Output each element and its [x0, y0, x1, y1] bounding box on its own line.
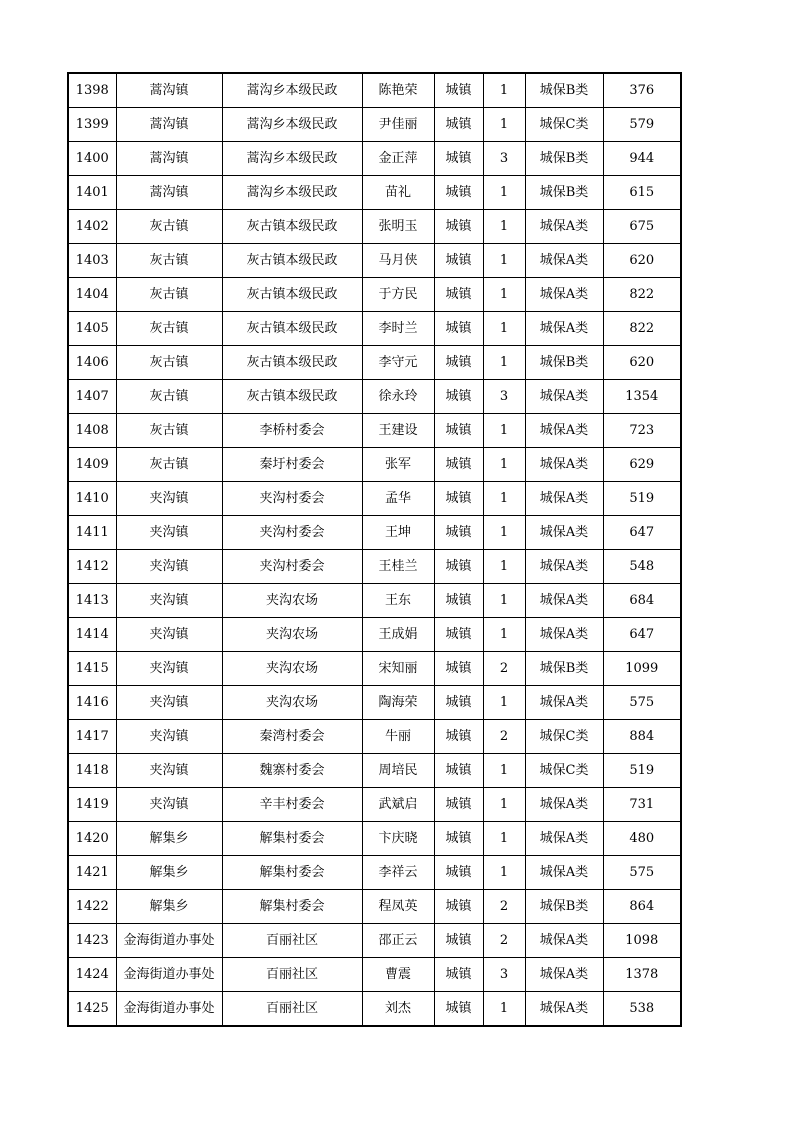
name-cell: 王成娟: [362, 618, 434, 652]
amount-cell: 480: [603, 822, 681, 856]
town-cell: 灰古镇: [116, 380, 222, 414]
area-cell: 城镇: [434, 924, 483, 958]
table-row: [68, 754, 681, 788]
area-cell: 城镇: [434, 244, 483, 278]
table-row: [68, 176, 681, 210]
table-row: [68, 278, 681, 312]
unit-cell: 夹沟农场: [222, 584, 362, 618]
area-cell: 城镇: [434, 73, 483, 108]
count-cell: 1: [483, 482, 525, 516]
serial-cell: 1403: [68, 244, 116, 278]
unit-cell: 百丽社区: [222, 992, 362, 1027]
name-cell: 孟华: [362, 482, 434, 516]
roster-body: [68, 73, 681, 1026]
serial-cell: 1407: [68, 380, 116, 414]
count-cell: 1: [483, 108, 525, 142]
area-cell: 城镇: [434, 176, 483, 210]
unit-cell: 夹沟农场: [222, 618, 362, 652]
table-row: [68, 448, 681, 482]
area-cell: 城镇: [434, 346, 483, 380]
amount-cell: 864: [603, 890, 681, 924]
area-cell: 城镇: [434, 278, 483, 312]
category-cell: 城保B类: [525, 142, 603, 176]
serial-cell: 1409: [68, 448, 116, 482]
name-cell: 尹佳丽: [362, 108, 434, 142]
category-cell: 城保A类: [525, 924, 603, 958]
category-cell: 城保B类: [525, 346, 603, 380]
amount-cell: 822: [603, 312, 681, 346]
town-cell: 夹沟镇: [116, 482, 222, 516]
area-cell: 城镇: [434, 482, 483, 516]
name-cell: 王坤: [362, 516, 434, 550]
category-cell: 城保A类: [525, 414, 603, 448]
serial-cell: 1419: [68, 788, 116, 822]
table-row: [68, 720, 681, 754]
unit-cell: 灰古镇本级民政: [222, 346, 362, 380]
area-cell: 城镇: [434, 686, 483, 720]
town-cell: 灰古镇: [116, 346, 222, 380]
serial-cell: 1404: [68, 278, 116, 312]
area-cell: 城镇: [434, 584, 483, 618]
category-cell: 城保C类: [525, 754, 603, 788]
category-cell: 城保A类: [525, 618, 603, 652]
amount-cell: 538: [603, 992, 681, 1027]
table-row: [68, 924, 681, 958]
town-cell: 夹沟镇: [116, 516, 222, 550]
table-row: [68, 516, 681, 550]
serial-cell: 1402: [68, 210, 116, 244]
name-cell: 金正萍: [362, 142, 434, 176]
category-cell: 城保A类: [525, 448, 603, 482]
amount-cell: 629: [603, 448, 681, 482]
serial-cell: 1400: [68, 142, 116, 176]
table-row: [68, 346, 681, 380]
unit-cell: 灰古镇本级民政: [222, 210, 362, 244]
town-cell: 夹沟镇: [116, 652, 222, 686]
town-cell: 蒿沟镇: [116, 73, 222, 108]
area-cell: 城镇: [434, 720, 483, 754]
unit-cell: 夹沟农场: [222, 652, 362, 686]
serial-cell: 1408: [68, 414, 116, 448]
unit-cell: 李桥村委会: [222, 414, 362, 448]
area-cell: 城镇: [434, 652, 483, 686]
table-row: [68, 652, 681, 686]
area-cell: 城镇: [434, 550, 483, 584]
area-cell: 城镇: [434, 992, 483, 1027]
serial-cell: 1421: [68, 856, 116, 890]
count-cell: 1: [483, 618, 525, 652]
name-cell: 邵正云: [362, 924, 434, 958]
category-cell: 城保A类: [525, 482, 603, 516]
table-row: [68, 550, 681, 584]
town-cell: 夹沟镇: [116, 550, 222, 584]
name-cell: 陈艳荣: [362, 73, 434, 108]
name-cell: 李祥云: [362, 856, 434, 890]
amount-cell: 615: [603, 176, 681, 210]
name-cell: 王建设: [362, 414, 434, 448]
count-cell: 3: [483, 958, 525, 992]
amount-cell: 575: [603, 686, 681, 720]
serial-cell: 1411: [68, 516, 116, 550]
serial-cell: 1417: [68, 720, 116, 754]
amount-cell: 519: [603, 482, 681, 516]
area-cell: 城镇: [434, 448, 483, 482]
name-cell: 牛丽: [362, 720, 434, 754]
area-cell: 城镇: [434, 142, 483, 176]
count-cell: 1: [483, 992, 525, 1027]
unit-cell: 解集村委会: [222, 890, 362, 924]
table-row: [68, 618, 681, 652]
area-cell: 城镇: [434, 890, 483, 924]
area-cell: 城镇: [434, 312, 483, 346]
name-cell: 于方民: [362, 278, 434, 312]
town-cell: 夹沟镇: [116, 720, 222, 754]
amount-cell: 620: [603, 244, 681, 278]
serial-cell: 1420: [68, 822, 116, 856]
serial-cell: 1412: [68, 550, 116, 584]
amount-cell: 376: [603, 73, 681, 108]
roster-table: [67, 72, 682, 1027]
area-cell: 城镇: [434, 822, 483, 856]
serial-cell: 1399: [68, 108, 116, 142]
count-cell: 1: [483, 584, 525, 618]
unit-cell: 夹沟村委会: [222, 516, 362, 550]
name-cell: 李守元: [362, 346, 434, 380]
count-cell: 1: [483, 244, 525, 278]
serial-cell: 1398: [68, 73, 116, 108]
table-row: [68, 856, 681, 890]
category-cell: 城保A类: [525, 244, 603, 278]
table-row: [68, 414, 681, 448]
category-cell: 城保A类: [525, 822, 603, 856]
count-cell: 1: [483, 754, 525, 788]
table-row: [68, 210, 681, 244]
unit-cell: 解集村委会: [222, 856, 362, 890]
table-row: [68, 822, 681, 856]
category-cell: 城保A类: [525, 686, 603, 720]
count-cell: 1: [483, 856, 525, 890]
serial-cell: 1415: [68, 652, 116, 686]
unit-cell: 蒿沟乡本级民政: [222, 108, 362, 142]
town-cell: 夹沟镇: [116, 754, 222, 788]
category-cell: 城保A类: [525, 788, 603, 822]
unit-cell: 蒿沟乡本级民政: [222, 176, 362, 210]
count-cell: 1: [483, 73, 525, 108]
amount-cell: 731: [603, 788, 681, 822]
area-cell: 城镇: [434, 618, 483, 652]
town-cell: 夹沟镇: [116, 686, 222, 720]
amount-cell: 1098: [603, 924, 681, 958]
area-cell: 城镇: [434, 414, 483, 448]
name-cell: 苗礼: [362, 176, 434, 210]
count-cell: 2: [483, 720, 525, 754]
table-row: [68, 958, 681, 992]
area-cell: 城镇: [434, 516, 483, 550]
amount-cell: 675: [603, 210, 681, 244]
name-cell: 张明玉: [362, 210, 434, 244]
table-row: [68, 686, 681, 720]
amount-cell: 1378: [603, 958, 681, 992]
town-cell: 解集乡: [116, 856, 222, 890]
amount-cell: 575: [603, 856, 681, 890]
serial-cell: 1425: [68, 992, 116, 1027]
unit-cell: 百丽社区: [222, 958, 362, 992]
unit-cell: 秦圩村委会: [222, 448, 362, 482]
category-cell: 城保B类: [525, 890, 603, 924]
name-cell: 王东: [362, 584, 434, 618]
category-cell: 城保C类: [525, 720, 603, 754]
unit-cell: 蒿沟乡本级民政: [222, 142, 362, 176]
table-row: [68, 312, 681, 346]
town-cell: 金海街道办事处: [116, 958, 222, 992]
count-cell: 1: [483, 312, 525, 346]
town-cell: 解集乡: [116, 822, 222, 856]
serial-cell: 1413: [68, 584, 116, 618]
amount-cell: 822: [603, 278, 681, 312]
town-cell: 灰古镇: [116, 278, 222, 312]
count-cell: 1: [483, 788, 525, 822]
table-row: [68, 108, 681, 142]
amount-cell: 1354: [603, 380, 681, 414]
area-cell: 城镇: [434, 754, 483, 788]
name-cell: 宋知丽: [362, 652, 434, 686]
area-cell: 城镇: [434, 210, 483, 244]
town-cell: 灰古镇: [116, 210, 222, 244]
category-cell: 城保A类: [525, 278, 603, 312]
amount-cell: 620: [603, 346, 681, 380]
name-cell: 刘杰: [362, 992, 434, 1027]
count-cell: 1: [483, 278, 525, 312]
unit-cell: 辛丰村委会: [222, 788, 362, 822]
category-cell: 城保C类: [525, 108, 603, 142]
serial-cell: 1410: [68, 482, 116, 516]
count-cell: 2: [483, 652, 525, 686]
name-cell: 马月侠: [362, 244, 434, 278]
category-cell: 城保B类: [525, 176, 603, 210]
amount-cell: 579: [603, 108, 681, 142]
category-cell: 城保A类: [525, 992, 603, 1027]
town-cell: 夹沟镇: [116, 618, 222, 652]
town-cell: 灰古镇: [116, 312, 222, 346]
name-cell: 陶海荣: [362, 686, 434, 720]
town-cell: 金海街道办事处: [116, 992, 222, 1027]
table-row: [68, 482, 681, 516]
serial-cell: 1401: [68, 176, 116, 210]
category-cell: 城保A类: [525, 210, 603, 244]
serial-cell: 1422: [68, 890, 116, 924]
count-cell: 1: [483, 550, 525, 584]
serial-cell: 1424: [68, 958, 116, 992]
unit-cell: 夹沟村委会: [222, 550, 362, 584]
unit-cell: 魏寨村委会: [222, 754, 362, 788]
unit-cell: 蒿沟乡本级民政: [222, 73, 362, 108]
serial-cell: 1416: [68, 686, 116, 720]
count-cell: 2: [483, 924, 525, 958]
area-cell: 城镇: [434, 108, 483, 142]
name-cell: 王桂兰: [362, 550, 434, 584]
table-row: [68, 992, 681, 1027]
count-cell: 1: [483, 210, 525, 244]
town-cell: 解集乡: [116, 890, 222, 924]
area-cell: 城镇: [434, 856, 483, 890]
area-cell: 城镇: [434, 958, 483, 992]
town-cell: 蒿沟镇: [116, 142, 222, 176]
table-row: [68, 788, 681, 822]
category-cell: 城保B类: [525, 652, 603, 686]
name-cell: 武斌启: [362, 788, 434, 822]
unit-cell: 灰古镇本级民政: [222, 312, 362, 346]
name-cell: 周培民: [362, 754, 434, 788]
category-cell: 城保A类: [525, 516, 603, 550]
town-cell: 蒿沟镇: [116, 176, 222, 210]
amount-cell: 884: [603, 720, 681, 754]
town-cell: 灰古镇: [116, 244, 222, 278]
category-cell: 城保A类: [525, 550, 603, 584]
unit-cell: 灰古镇本级民政: [222, 244, 362, 278]
serial-cell: 1423: [68, 924, 116, 958]
category-cell: 城保A类: [525, 584, 603, 618]
serial-cell: 1405: [68, 312, 116, 346]
name-cell: 徐永玲: [362, 380, 434, 414]
town-cell: 蒿沟镇: [116, 108, 222, 142]
name-cell: 程凤英: [362, 890, 434, 924]
count-cell: 3: [483, 142, 525, 176]
amount-cell: 1099: [603, 652, 681, 686]
count-cell: 1: [483, 822, 525, 856]
serial-cell: 1418: [68, 754, 116, 788]
table-row: [68, 584, 681, 618]
name-cell: 张军: [362, 448, 434, 482]
area-cell: 城镇: [434, 380, 483, 414]
amount-cell: 647: [603, 516, 681, 550]
count-cell: 1: [483, 516, 525, 550]
count-cell: 1: [483, 686, 525, 720]
count-cell: 2: [483, 890, 525, 924]
unit-cell: 夹沟村委会: [222, 482, 362, 516]
town-cell: 灰古镇: [116, 414, 222, 448]
town-cell: 灰古镇: [116, 448, 222, 482]
unit-cell: 灰古镇本级民政: [222, 278, 362, 312]
unit-cell: 秦湾村委会: [222, 720, 362, 754]
table-row: [68, 73, 681, 108]
amount-cell: 944: [603, 142, 681, 176]
table-row: [68, 142, 681, 176]
table-row: [68, 890, 681, 924]
amount-cell: 723: [603, 414, 681, 448]
serial-cell: 1414: [68, 618, 116, 652]
unit-cell: 夹沟农场: [222, 686, 362, 720]
name-cell: 卞庆晓: [362, 822, 434, 856]
town-cell: 金海街道办事处: [116, 924, 222, 958]
amount-cell: 519: [603, 754, 681, 788]
unit-cell: 解集村委会: [222, 822, 362, 856]
amount-cell: 548: [603, 550, 681, 584]
category-cell: 城保B类: [525, 73, 603, 108]
count-cell: 1: [483, 414, 525, 448]
unit-cell: 百丽社区: [222, 924, 362, 958]
serial-cell: 1406: [68, 346, 116, 380]
count-cell: 3: [483, 380, 525, 414]
amount-cell: 647: [603, 618, 681, 652]
area-cell: 城镇: [434, 788, 483, 822]
category-cell: 城保A类: [525, 380, 603, 414]
category-cell: 城保A类: [525, 312, 603, 346]
unit-cell: 灰古镇本级民政: [222, 380, 362, 414]
category-cell: 城保A类: [525, 856, 603, 890]
name-cell: 曹震: [362, 958, 434, 992]
town-cell: 夹沟镇: [116, 584, 222, 618]
town-cell: 夹沟镇: [116, 788, 222, 822]
category-cell: 城保A类: [525, 958, 603, 992]
table-row: [68, 244, 681, 278]
amount-cell: 684: [603, 584, 681, 618]
name-cell: 李时兰: [362, 312, 434, 346]
count-cell: 1: [483, 448, 525, 482]
count-cell: 1: [483, 176, 525, 210]
count-cell: 1: [483, 346, 525, 380]
table-row: [68, 380, 681, 414]
